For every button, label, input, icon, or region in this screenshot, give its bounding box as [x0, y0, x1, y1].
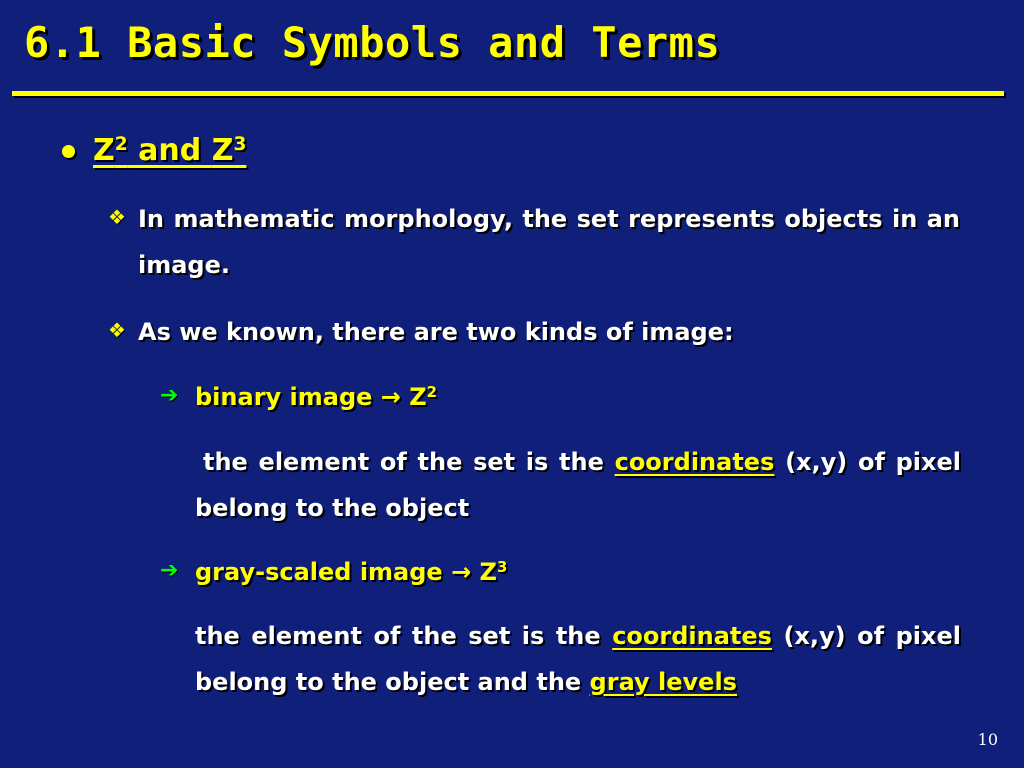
point-two-kinds: As we known, there are two kinds of image:: [138, 318, 734, 346]
binary-coordinates-link: coordinates: [614, 448, 775, 476]
binary-description: [195, 439, 961, 531]
heading-sup2: 2: [114, 133, 128, 155]
binary-target-sup: 2: [426, 382, 438, 401]
title-underline-divider: [12, 91, 1004, 96]
right-arrow-icon: ➔: [160, 558, 179, 583]
bullet-dot-icon: [62, 145, 75, 158]
binary-desc-suffix: (x,y) of pixel belong to the object: [195, 448, 961, 522]
section-heading: [93, 133, 246, 168]
heading-and: and: [127, 133, 212, 168]
binary-desc-prefix: the element of the set is the: [203, 448, 615, 476]
heading-z2: Z: [93, 133, 115, 168]
gray-arrow-symbol: →: [451, 558, 472, 586]
diamond-bullet-icon: ❖: [108, 205, 126, 229]
gray-image-label: [195, 549, 507, 595]
gray-label-text: gray-scaled image: [195, 558, 443, 586]
binary-target-z: Z: [409, 383, 427, 411]
gray-target-sup: 3: [496, 557, 508, 576]
page-number: 10: [977, 730, 998, 749]
binary-arrow-symbol: →: [380, 383, 401, 411]
heading-sup3: 3: [233, 133, 247, 155]
right-arrow-icon: ➔: [160, 383, 179, 408]
gray-description: [195, 613, 961, 705]
heading-z3: Z: [211, 133, 234, 168]
binary-image-label: [195, 374, 437, 420]
point-morphology: In mathematic morphology, the set represents objects in an image.: [138, 205, 960, 279]
diamond-bullet-icon: ❖: [108, 318, 126, 342]
binary-label-text: binary image: [195, 383, 373, 411]
slide-title: 6.1 Basic Symbols and Terms: [24, 18, 721, 67]
gray-coordinates-link: coordinates: [612, 622, 772, 650]
gray-levels-link: gray levels: [589, 668, 737, 696]
gray-desc-middle: (x,y) of pixel belong to the object and the: [195, 622, 961, 696]
gray-desc-prefix: the element of the set is the: [195, 622, 613, 650]
gray-target-z: Z: [479, 558, 497, 586]
